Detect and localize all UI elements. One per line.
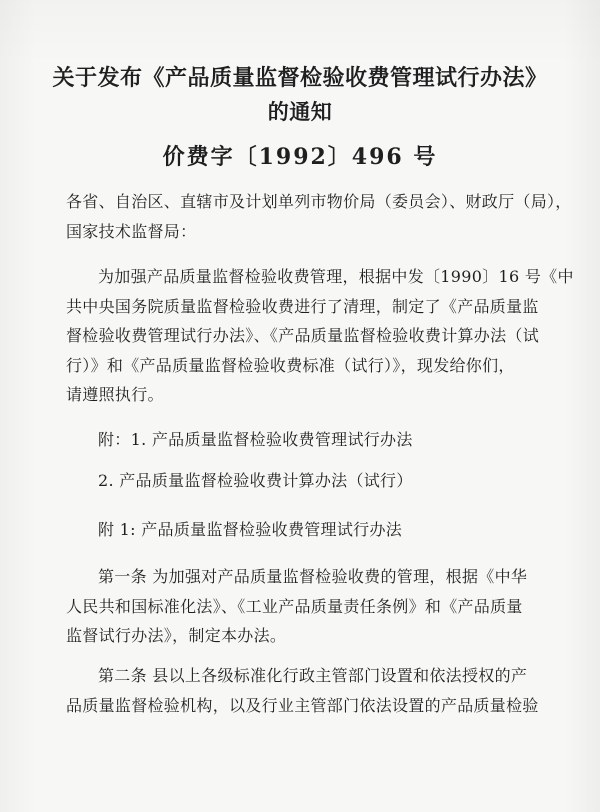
- addressee-line: 国家技术监督局：: [66, 221, 197, 241]
- paragraph-line: 督检验收费管理试行办法》、《产品质量监督检验收费计算办法（试: [66, 326, 540, 345]
- document-title-line-1: 关于发布《产品质量监督检验收费管理试行办法》: [52, 65, 548, 91]
- article-2: [66, 661, 539, 720]
- article-1: [66, 562, 536, 651]
- attachment-item-1: 附：1. 产品质量监督检验收费管理试行办法: [98, 430, 413, 449]
- article-line: 监督试行办法》，制定本办法。: [66, 626, 287, 645]
- article-line: 品质量监督检验机构，以及行业主管部门依法设置的产品质量检验: [66, 695, 539, 715]
- addressee: [66, 187, 572, 246]
- paragraph-line: 共中央国务院质量监督检验收费进行了清理，制定了《产品质量监: [66, 296, 539, 316]
- paragraph-line: 为加强产品质量监督检验收费管理，根据中发〔1990〕16 号《中: [98, 267, 574, 286]
- document-number: 价费字〔1992〕496 号: [162, 144, 438, 170]
- paragraph-intro: [66, 262, 574, 410]
- attachment-heading: 附 1: 产品质量监督检验收费管理试行办法: [98, 520, 403, 539]
- paragraph-line: 行）》和《产品质量监督检验收费标准（试行）》，现发给你们，: [66, 355, 515, 375]
- article-line: 人民共和国标准化法》、《工业产品质量责任条例》和《产品质量: [66, 596, 523, 616]
- paragraph-line: 请遵照执行。: [66, 385, 164, 404]
- article-line: 第一条 为加强对产品质量监督检验收费的管理，根据《中华: [98, 567, 528, 586]
- attachment-item-2: 2. 产品质量监督检验收费计算办法（试行）: [98, 471, 413, 490]
- document-title-line-2: 的通知: [267, 99, 333, 124]
- addressee-line: 各省、自治区、直辖市及计划单列市物价局（委员会）、财政厅（局），: [66, 192, 572, 211]
- article-line: 第二条 县以上各级标准化行政主管部门设置和依法授权的产: [98, 666, 528, 685]
